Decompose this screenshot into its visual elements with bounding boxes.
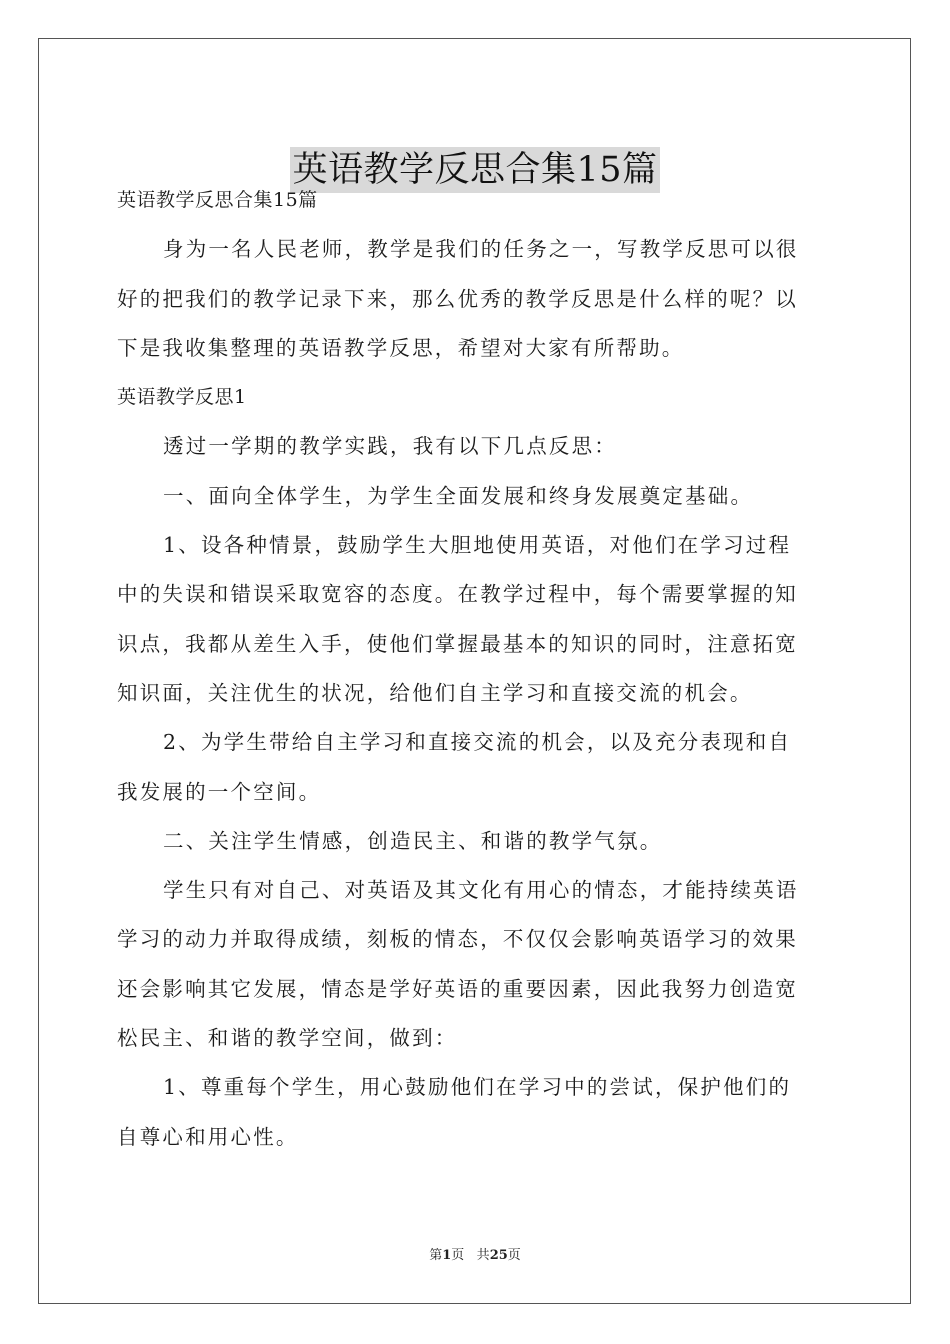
paragraph-line: 知识面，关注优生的状况，给他们自主学习和直接交流的机会。 (117, 680, 753, 705)
footer-page-prefix: 第 (429, 1248, 443, 1263)
paragraph-line: 我发展的一个空间。 (117, 779, 322, 804)
footer-page-suffix: 页 (451, 1248, 465, 1263)
paragraph-line: 透过一学期的教学实践，我有以下几点反思： (163, 434, 617, 459)
paragraph-line: 一、面向全体学生，为学生全面发展和终身发展奠定基础。 (163, 483, 754, 508)
paragraph-line: 2、为学生带给自主学习和直接交流的机会，以及充分表现和自 (163, 730, 792, 755)
paragraph-line: 松民主、和谐的教学空间，做到： (117, 1026, 458, 1051)
footer-total-pages: 25 (489, 1248, 508, 1263)
paragraph-line: 还会影响其它发展，情态是学好英语的重要因素，因此我努力创造宽 (117, 976, 798, 1001)
footer-page-number: 1 (442, 1248, 452, 1263)
paragraph-line: 中的失误和错误采取宽容的态度。在教学过程中，每个需要掌握的知 (117, 582, 798, 607)
section-heading: 英语教学反思合集15篇 (117, 189, 318, 211)
paragraph-line: 1、尊重每个学生，用心鼓励他们在学习中的尝试，保护他们的 (163, 1075, 792, 1100)
paragraph-line: 1、设各种情景，鼓励学生大胆地使用英语，对他们在学习过程 (163, 533, 792, 558)
section-heading: 英语教学反思1 (117, 386, 247, 409)
paragraph-line: 下是我收集整理的英语教学反思，希望对大家有所帮助。 (117, 335, 685, 360)
paragraph-line: 二、关注学生情感，创造民主、和谐的教学气氛。 (163, 828, 663, 853)
paragraph-line: 身为一名人民老师，教学是我们的任务之一，写教学反思可以很 (163, 237, 799, 262)
page-footer (0, 1244, 950, 1263)
paragraph-line: 自尊心和用心性。 (117, 1124, 299, 1149)
document-body (117, 176, 835, 1162)
paragraph-line: 好的把我们的教学记录下来，那么优秀的教学反思是什么样的呢？以 (117, 286, 798, 311)
paragraph-line: 学生只有对自己、对英语及其文化有用心的情态，才能持续英语 (163, 878, 799, 903)
footer-total-suffix: 页 (507, 1248, 521, 1263)
paragraph-line: 学习的动力并取得成绩，刻板的情态，不仅仅会影响英语学习的效果 (117, 927, 798, 952)
footer-total-prefix: 共 (476, 1248, 490, 1263)
paragraph-line: 识点，我都从差生入手，使他们掌握最基本的知识的同时，注意拓宽 (117, 631, 798, 656)
document-title: 英语教学反思合集15篇 (290, 147, 659, 193)
